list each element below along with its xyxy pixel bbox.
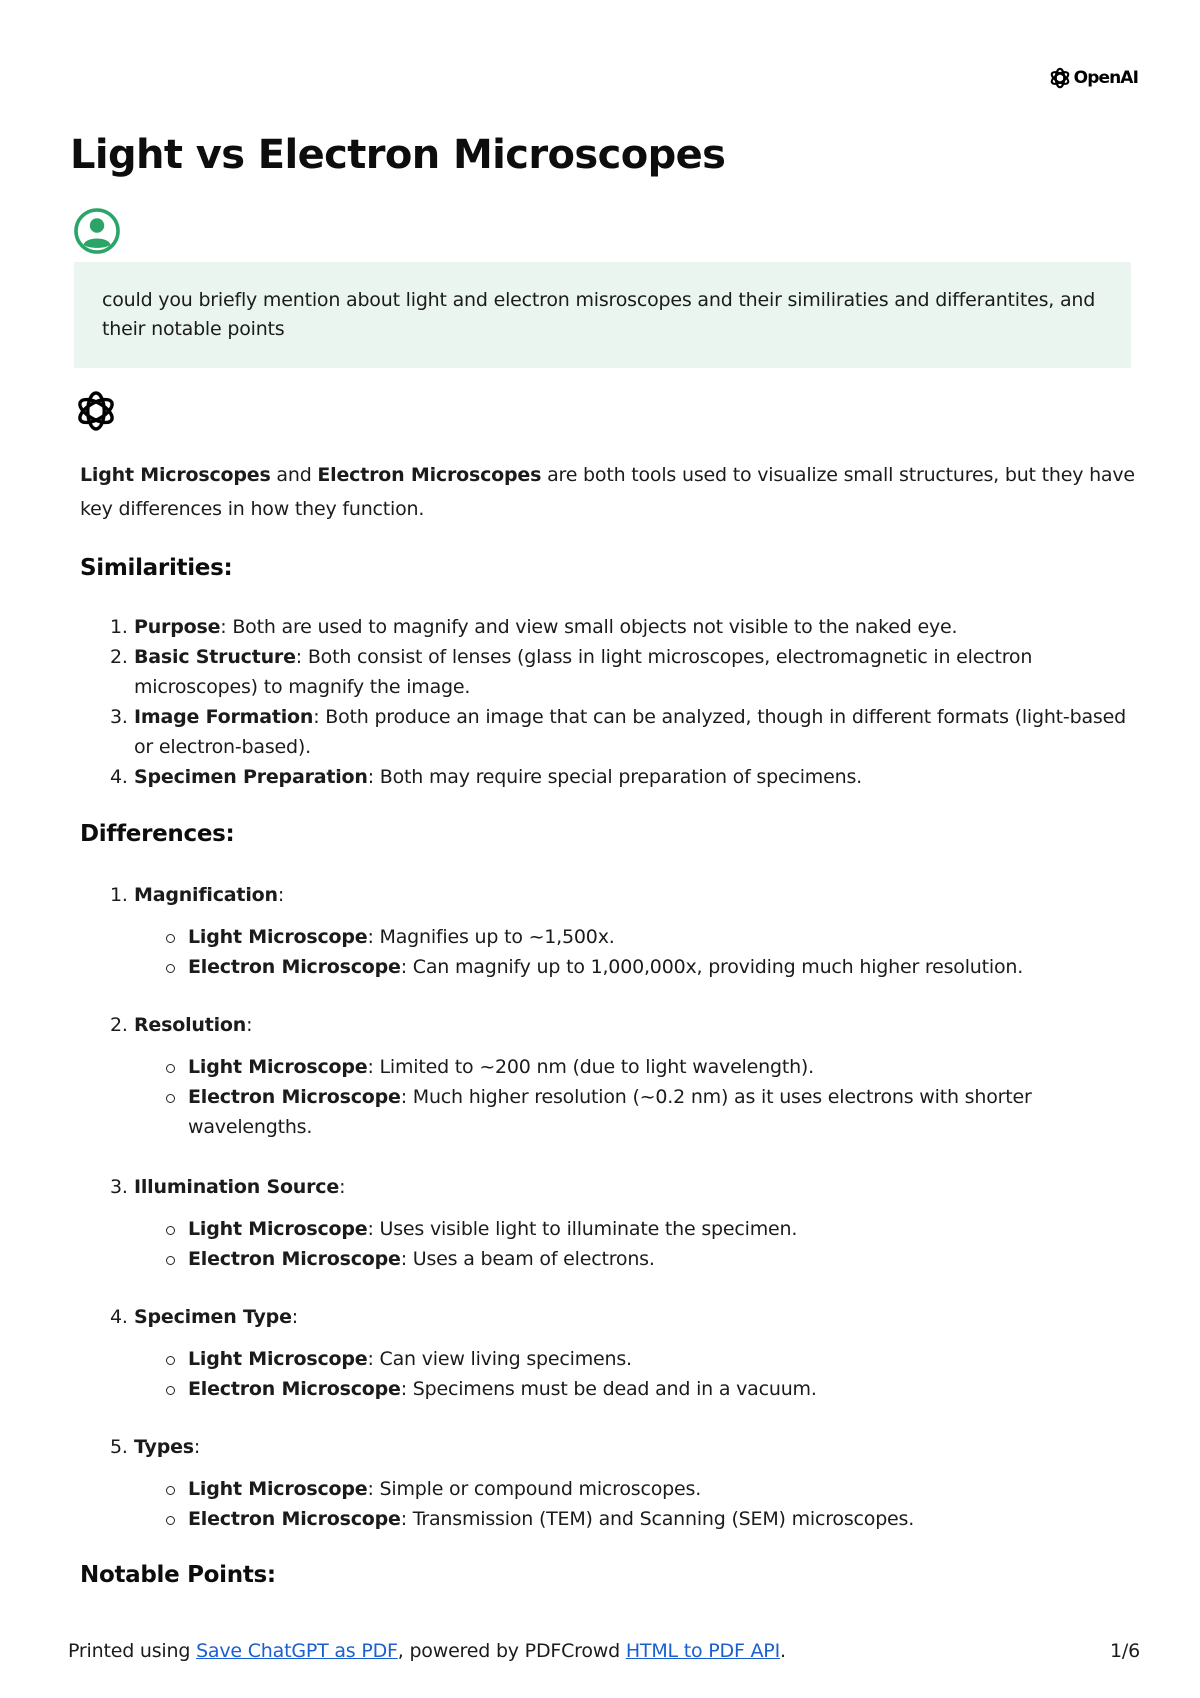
- sub-label: Electron Microscope: [188, 1086, 401, 1108]
- html-to-pdf-api-link[interactable]: HTML to PDF API: [625, 1640, 780, 1662]
- item-number: 1.: [110, 616, 128, 638]
- item-label: Resolution: [134, 1014, 247, 1036]
- sub-list-item: [134, 1214, 1140, 1244]
- sub-list: [134, 1052, 1140, 1142]
- sub-label: Electron Microscope: [188, 1248, 401, 1270]
- sub-label: Light Microscope: [188, 926, 368, 948]
- sub-text: : Simple or compound microscopes.: [367, 1478, 702, 1500]
- sub-label: Light Microscope: [188, 1056, 368, 1078]
- list-item: [80, 1302, 1140, 1404]
- intro-term-light: Light Microscopes: [80, 464, 271, 486]
- item-label: Specimen Type: [134, 1306, 292, 1328]
- item-number: 2.: [110, 646, 128, 668]
- item-label: Specimen Preparation: [134, 766, 368, 788]
- intro-paragraph: [80, 458, 1140, 526]
- list-item: [80, 1432, 1140, 1534]
- sub-label: Electron Microscope: [188, 1378, 401, 1400]
- sub-list-item: [134, 1344, 1140, 1374]
- differences-item-illumination: [80, 1172, 1140, 1274]
- user-prompt-text: could you briefly mention about light and electron misroscopes and their similiraties and differantites, and their notable points: [102, 289, 1096, 340]
- differences-item-types: [80, 1432, 1140, 1534]
- page-title: Light vs Electron Microscopes: [70, 132, 726, 178]
- differences-item-specimen-type: [80, 1302, 1140, 1404]
- assistant-avatar-icon: [73, 388, 119, 434]
- page-number: 1/6: [1110, 1640, 1140, 1662]
- brand-name: OpenAI: [1073, 68, 1138, 88]
- item-number: 2.: [110, 1014, 128, 1036]
- assistant-answer: [80, 458, 1140, 1588]
- sub-list-item: [134, 1374, 1140, 1404]
- intro-text-1: and: [270, 464, 318, 486]
- sub-list-item: [134, 1474, 1140, 1504]
- save-chatgpt-as-pdf-link[interactable]: Save ChatGPT as PDF: [196, 1640, 398, 1662]
- sub-list: [134, 1474, 1140, 1534]
- print-footer: [68, 1640, 1140, 1662]
- notable-points-heading: Notable Points:: [80, 1562, 276, 1588]
- intro-text-2: are both tools used to visualize small structures, but they have key differences in how they function.: [80, 464, 1135, 520]
- user-prompt-bubble: [74, 262, 1131, 368]
- sub-label: Electron Microscope: [188, 1508, 401, 1530]
- footer-middle: , powered by PDFCrowd: [397, 1640, 626, 1662]
- item-label: Illumination Source: [134, 1176, 340, 1198]
- list-item: [80, 642, 1140, 702]
- user-avatar-icon: [74, 208, 120, 254]
- footer-suffix: .: [779, 1640, 786, 1662]
- list-item: [80, 762, 1140, 792]
- list-item: [80, 1010, 1140, 1142]
- item-text: : Both may require special preparation of specimens.: [367, 766, 862, 788]
- list-item: [80, 1172, 1140, 1274]
- list-item: [80, 612, 1140, 642]
- item-number: 5.: [110, 1436, 128, 1458]
- item-label: Magnification: [134, 884, 278, 906]
- sub-text: : Magnifies up to ~1,500x.: [367, 926, 615, 948]
- sub-text: : Limited to ~200 nm (due to light wavelength).: [367, 1056, 814, 1078]
- sub-label: Light Microscope: [188, 1348, 368, 1370]
- sub-text: : Uses a beam of electrons.: [400, 1248, 655, 1270]
- item-label: Image Formation: [134, 706, 314, 728]
- item-colon: :: [291, 1306, 298, 1328]
- item-text: : Both are used to magnify and view small objects not visible to the naked eye.: [220, 616, 958, 638]
- differences-heading: Differences:: [80, 821, 235, 847]
- sub-list-item: [134, 1082, 1140, 1142]
- item-label: Basic Structure: [134, 646, 296, 668]
- item-colon: :: [277, 884, 285, 906]
- sub-list: [134, 1214, 1140, 1274]
- item-colon: :: [193, 1436, 201, 1458]
- intro-term-electron: Electron Microscopes: [317, 464, 542, 486]
- sub-text: : Transmission (TEM) and Scanning (SEM) microscopes.: [400, 1508, 915, 1530]
- sub-list-item: [134, 1052, 1140, 1082]
- item-colon: :: [246, 1014, 253, 1036]
- item-number: 4.: [110, 766, 128, 788]
- item-label: Types: [134, 1436, 194, 1458]
- footer-prefix: Printed using: [68, 1640, 197, 1662]
- sub-list-item: [134, 952, 1140, 982]
- sub-label: Light Microscope: [188, 1218, 368, 1240]
- list-item: [80, 702, 1140, 762]
- item-text: : Both consist of lenses (glass in light microscopes, electromagnetic in electron microscopes) to magnify the image.: [134, 646, 1033, 698]
- sub-list: [134, 1344, 1140, 1404]
- sub-text: : Can view living specimens.: [367, 1348, 632, 1370]
- sub-text: : Uses visible light to illuminate the specimen.: [367, 1218, 798, 1240]
- item-label: Purpose: [134, 616, 221, 638]
- sub-list-item: [134, 1244, 1140, 1274]
- item-number: 4.: [110, 1306, 128, 1328]
- sub-label: Light Microscope: [188, 1478, 368, 1500]
- differences-item-magnification: [80, 880, 1140, 982]
- sub-list: [134, 922, 1140, 982]
- sub-text: : Much higher resolution (~0.2 nm) as it uses electrons with shorter wavelengths.: [188, 1086, 1032, 1138]
- brand-logo: [1048, 66, 1138, 90]
- sub-label: Electron Microscope: [188, 956, 401, 978]
- item-number: 3.: [110, 1176, 128, 1198]
- item-number: 3.: [110, 706, 128, 728]
- sub-list-item: [134, 1504, 1140, 1534]
- item-text: : Both produce an image that can be analyzed, though in different formats (light-based or electron-based).: [134, 706, 1126, 758]
- item-number: 1.: [110, 884, 128, 906]
- sub-text: : Can magnify up to 1,000,000x, providing much higher resolution.: [400, 956, 1024, 978]
- similarities-heading: Similarities:: [80, 555, 233, 581]
- sub-list-item: [134, 922, 1140, 952]
- item-colon: :: [339, 1176, 346, 1198]
- list-item: [80, 880, 1140, 982]
- differences-item-resolution: [80, 1010, 1140, 1142]
- similarities-list: [80, 612, 1140, 792]
- openai-logo-icon: [1048, 66, 1072, 90]
- sub-text: : Specimens must be dead and in a vacuum.: [400, 1378, 817, 1400]
